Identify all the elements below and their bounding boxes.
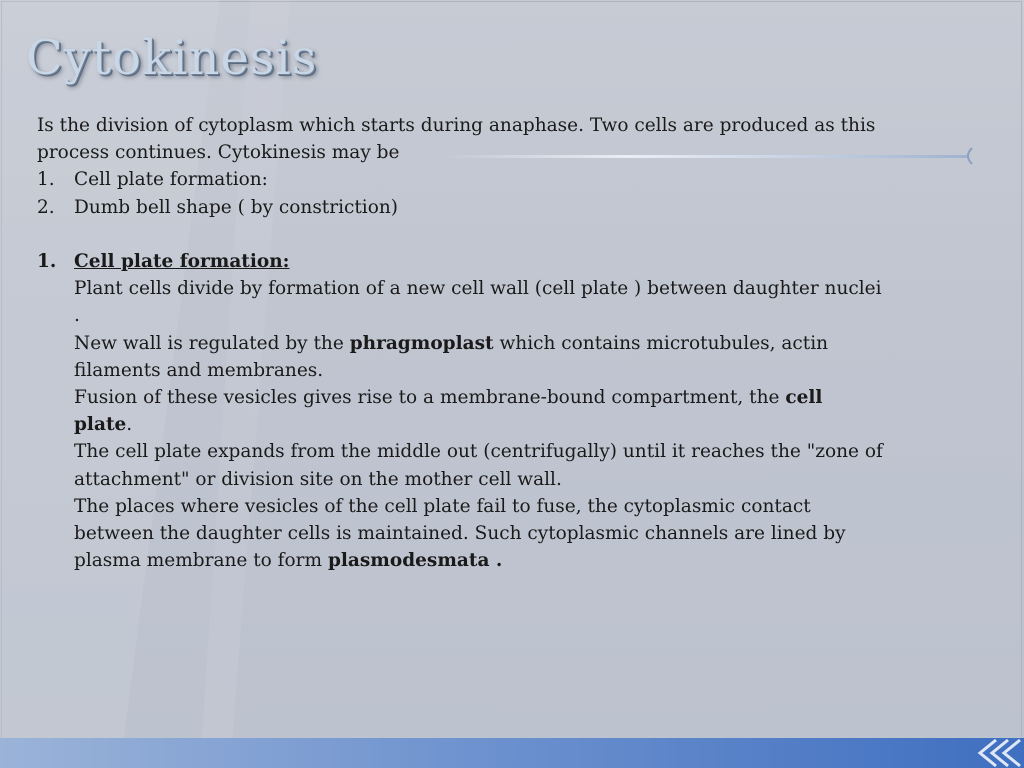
term-cell-plate: cell plate: [74, 387, 823, 436]
section-paragraph: Plant cells divide by formation of a new cell wall (cell plate ) between daughter nuclei .: [74, 278, 882, 327]
chevron-left-icon: [1004, 740, 1020, 766]
section-paragraph: New wall is regulated by the phragmoplast which contains microtubules, actin filaments and membranes.: [74, 332, 829, 381]
section-paragraph: Fusion of these vesicles gives rise to a membrane-bound compartment, the cell plate.: [74, 387, 823, 436]
list-text: Cell plate formation:: [74, 169, 268, 191]
section-paragraph: The cell plate expands from the middle out (centrifugally) until it reaches the "zone of attachment" or division site on the mother cell wall.: [74, 441, 883, 490]
section-paragraph: The places where vesicles of the cell plate fail to fuse, the cytoplasmic contact between the daughter cells is maintained. Such cytoplasmic channels are lined by plasma membrane to form plasmodesmata .: [74, 495, 846, 572]
list-text: Dumb bell shape ( by constriction): [74, 196, 398, 218]
term-plasmodesmata: plasmodesmata .: [327, 550, 503, 572]
list-number: 2.: [37, 196, 55, 218]
slide-title: Cytokinesis: [26, 30, 318, 86]
section-heading: Cell plate formation:: [74, 251, 290, 272]
list-number: 1.: [37, 169, 55, 191]
section-number: 1.: [37, 251, 57, 272]
term-phragmoplast: phragmoplast: [349, 332, 494, 354]
intro-paragraph: Is the division of cytoplasm which starts during anaphase. Two cells are produced as this process continues. Cytokinesis may be: [37, 115, 876, 164]
